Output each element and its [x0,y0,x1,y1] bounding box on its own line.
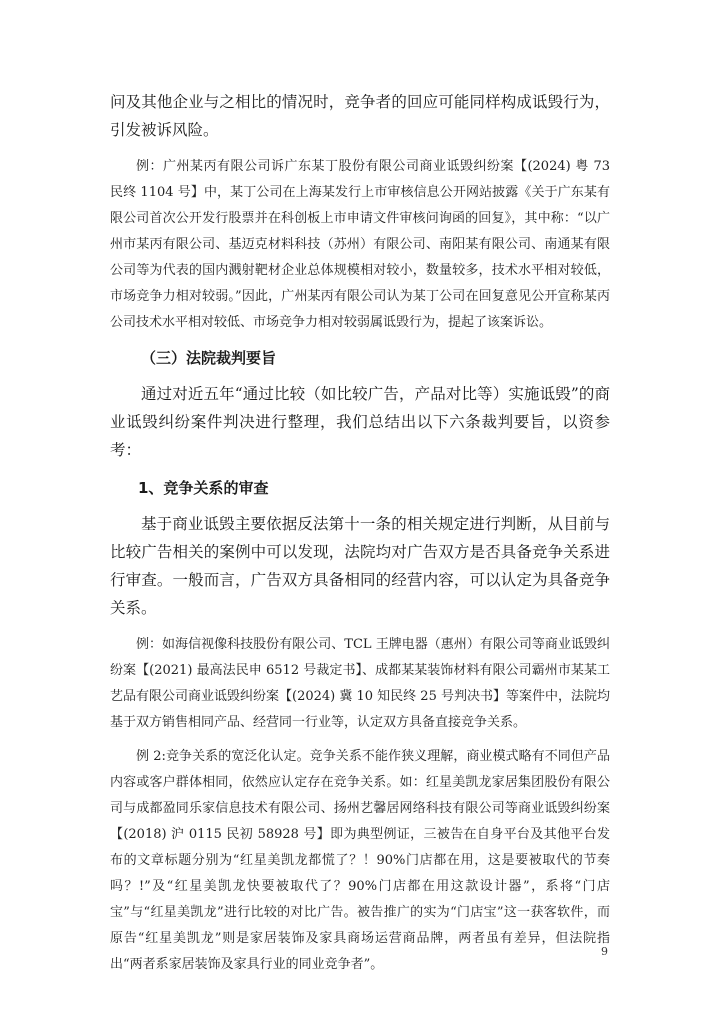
document-body [110,88,610,986]
intro-paragraph: 通过对近五年“通过比较（如比较广告，产品对比等）实施诋毁”的商业诋毁纠纷案件判决进行整理，我们总结出以下六条裁判要旨，以资参考： [110,385,610,459]
paragraph-continuation: 问及其他企业与之相比的情况时，竞争者的回应可能同样构成诋毁行为，引发被诉风险。 [110,93,610,139]
case-example-red-star: 例 2:竞争关系的宽泛化认定。竞争关系不能作狭义理解，商业模式略有不同但产品内容或客户群体相同，依然应认定存在竞争关系。如：红星美凯龙家居集团股份有限公司与成都盈同乐家信息技术有限公司、扬州艺馨居网络科技有限公司等商业诋毁纠纷案【(2018) 沪 0115 民初 58928 号】即为典型例证，三被告在自身平台及其他平台发布的文章标题分别为“红星美凯龙都慌了？！90%门店都在用，这是要被取代的节奏吗？!”及“红星美凯龙快要被取代了？90%门店都在用这款设计器”，系将“门店宝”与“红星美凯龙”进行比较的对比广告。被告推广的实为“门店宝”这一获客软件，而原告“红星美凯龙”则是家居装饰及家具商场运营商品牌，两者虽有差异，但法院指出“两者系家居装饰及家具行业的同业竞争者”。 [110,749,610,972]
subsection-heading-competition: 1、竞争关系的审查 [138,479,269,497]
page-number: 9 [601,945,608,958]
case-example-hisense: 例：如海信视像科技股份有限公司、TCL 王牌电器（惠州）有限公司等商业诋毁纠纷案【(2021) 最高法民申 6512 号裁定书】、成都某某装饰材料有限公司霸州市某某工艺品有限公司商业诋毁纠纷案【(2024) 冀 10 知民终 25 号判决书】等案件中，法院均基于双方销售相同产品、经营同一行业等，认定双方具备直接竞争关系。 [110,637,610,730]
body-paragraph-competition: 基于商业诋毁主要依据反法第十一条的相关规定进行判断，从目前与比较广告相关的案例中可以发现，法院均对广告双方是否具备竞争关系进行审查。一般而言，广告双方具备相同的经营内容，可以认定为具备竞争关系。 [110,515,610,617]
section-heading-court-rulings: （三）法院裁判要旨 [141,349,277,367]
case-example-guangzhou: 例：广州某丙有限公司诉广东某丁股份有限公司商业诋毁纠纷案【(2024) 粤 73 民终 1104 号】中，某丁公司在上海某发行上市审核信息公开网站披露《关于广东某有限公司首次公开发行股票并在科创板上市申请文件审核问询函的回复》，其中称：“以广州市某丙有限公司、基迈克材料科技（苏州）有限公司、南阳某有限公司、南通某有限公司等为代表的国内溅射靶材企业总体规模相对较小，数量较多，技术水平相对较低，市场竞争力相对较弱。”因此，广州某丙有限公司认为某丁公司在回复意见公开宣称某丙公司技术水平相对较低、市场竞争力相对较弱属诋毁行为，提起了该案诉讼。 [110,159,610,330]
